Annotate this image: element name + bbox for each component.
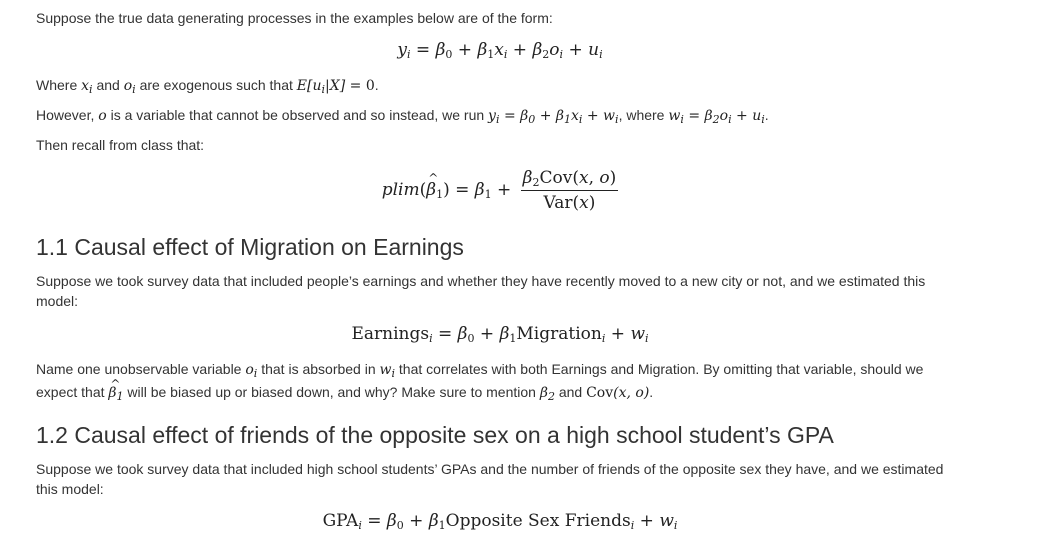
section-2-description: Suppose we took survey data that included high school students’ GPAs and the number of friends of the opposite sex they have, and we estimated this model: — [36, 461, 944, 497]
recall-line: Then recall from class that: — [36, 137, 205, 153]
migration-model-equation: Earnings$_i$ = $\beta_0$ + $\beta_1Migration_i + w_i$ — [351, 324, 649, 345]
omitted-variable-statement: However, o is a variable that cannot be observed and so instead, we run $y_i = \beta_0 + \beta_1x_i + w_i$, where $w_i = \beta_2o_i + u_i$. — [36, 107, 769, 126]
true-model-equation: $y_i = \beta_0 + \beta_1x_i + \beta_2o_i + u_i$ — [397, 40, 603, 61]
gpa-model-equation: $GPA_i = \beta_0$ + $\beta_1Opposite$ Sex Friends$_i$ + $w_i$ — [322, 511, 678, 532]
section-1-description: Suppose we took survey data that included people’s earnings and whether they have recently moved to a new city or not, and we estimated this model: — [36, 273, 926, 309]
plim-formula: plim(^ $\beta_1) = \beta_1$ + $\frac{\beta_2Cov(x, o)}{\text{Var(x)}}$ — [0, 168, 1000, 213]
exogeneity-statement: Where $x_i$ and $o_i$ are exogenous such that $E[u_i|X] = 0$. — [36, 77, 379, 96]
section-1-question-line-1: Name one unobservable variable $o_i$ that is absorbed in $w_i$ that correlates with both Earnings and Migration. By omitting that variable, should we — [36, 361, 924, 380]
section-1-heading: 1.1 Causal effect of Migration on Earnings — [36, 234, 464, 260]
section-2-heading: 1.2 Causal effect of friends of the opposite sex on a high school student’s GPA — [36, 422, 834, 448]
section-1-question-line-2: expect that ^ $\beta_1$ will be biased up or biased down, and why? Make sure to mention $\beta_2$ and Cov(x, o). — [36, 382, 956, 403]
intro-line: Suppose the true data generating processes in the examples below are of the form: — [36, 10, 553, 26]
